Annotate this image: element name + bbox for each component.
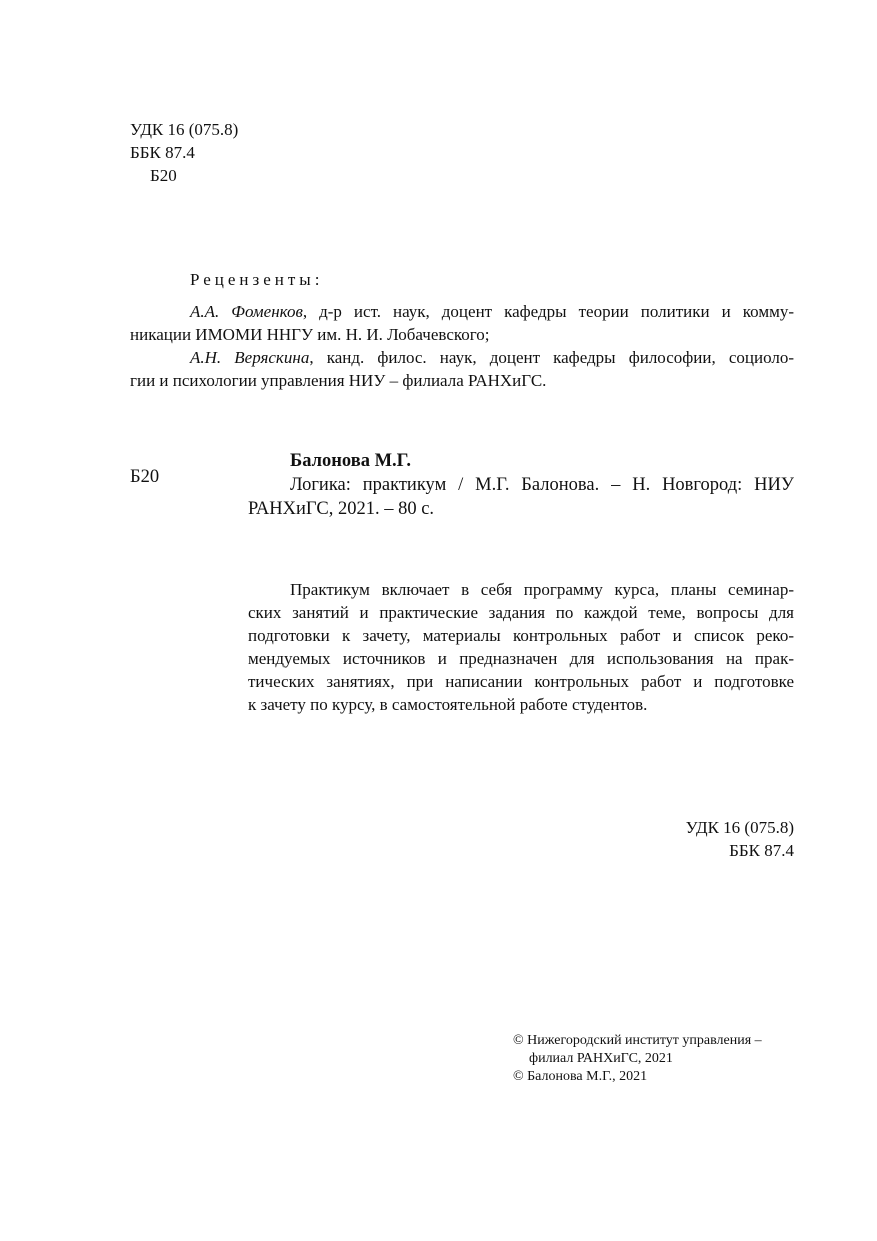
annotation-line: к зачету по курсу, в самостоятельной работе студентов. [248, 695, 648, 714]
copyright-institute-cont: филиал РАНХиГС, 2021 [529, 1051, 673, 1066]
classification-top [130, 118, 238, 187]
copyright-institute: © Нижегородский институт управления – [513, 1033, 762, 1048]
author-mark: Б20 [150, 166, 177, 185]
udk-code: УДК 16 (075.8) [130, 120, 239, 139]
annotation-line: Практикум включает в себя программу курса, планы семинар- [290, 580, 794, 599]
reviewers-heading: Рецензенты: [190, 270, 324, 289]
annotation-line: ских занятий и практические задания по каждой теме, вопросы для [248, 603, 794, 622]
classification-bottom [686, 816, 794, 862]
bib-record [248, 449, 794, 521]
copyright-author: © Балонова М.Г., 2021 [513, 1069, 648, 1084]
reviewer-1-line-1: А.А. Фоменков, д-р ист. наук, доцент кафедры теории политики и комму- [190, 302, 794, 321]
udk-code-bottom: УДК 16 (075.8) [685, 818, 794, 837]
annotation-line: тических занятиях, при написании контрольных работ и подготовке [248, 672, 794, 691]
reviewer-2-line-1: А.Н. Веряскина, канд. филос. наук, доцент кафедры философии, социоло- [190, 348, 795, 367]
bib-line-2: РАНХиГС, 2021. – 80 с. [248, 499, 435, 519]
reviewer-1-name: А.А. Фоменков [190, 302, 303, 321]
bib-line-1: Логика: практикум / М.Г. Балонова. – Н. Новгород: НИУ [290, 475, 794, 495]
reviewer-2-line-2: гии и психологии управления НИУ – филиала РАНХиГС. [130, 371, 547, 390]
annotation [248, 578, 794, 716]
bib-mark: Б20 [130, 467, 160, 487]
bbk-code-bottom: ББК 87.4 [729, 841, 794, 860]
bib-author: Балонова М.Г. [290, 451, 411, 471]
reviewer-2-name: А.Н. Веряскина [190, 348, 310, 367]
bbk-code: ББК 87.4 [130, 143, 195, 162]
annotation-line: подготовки к зачету, материалы контрольных работ и список реко- [248, 626, 794, 645]
reviewers-block [130, 300, 794, 392]
reviewer-1-line-2: никации ИМОМИ ННГУ им. Н. И. Лобачевского; [130, 325, 490, 344]
annotation-line: мендуемых источников и предназначен для использования на прак- [248, 649, 794, 668]
copyright-block [513, 1032, 762, 1086]
